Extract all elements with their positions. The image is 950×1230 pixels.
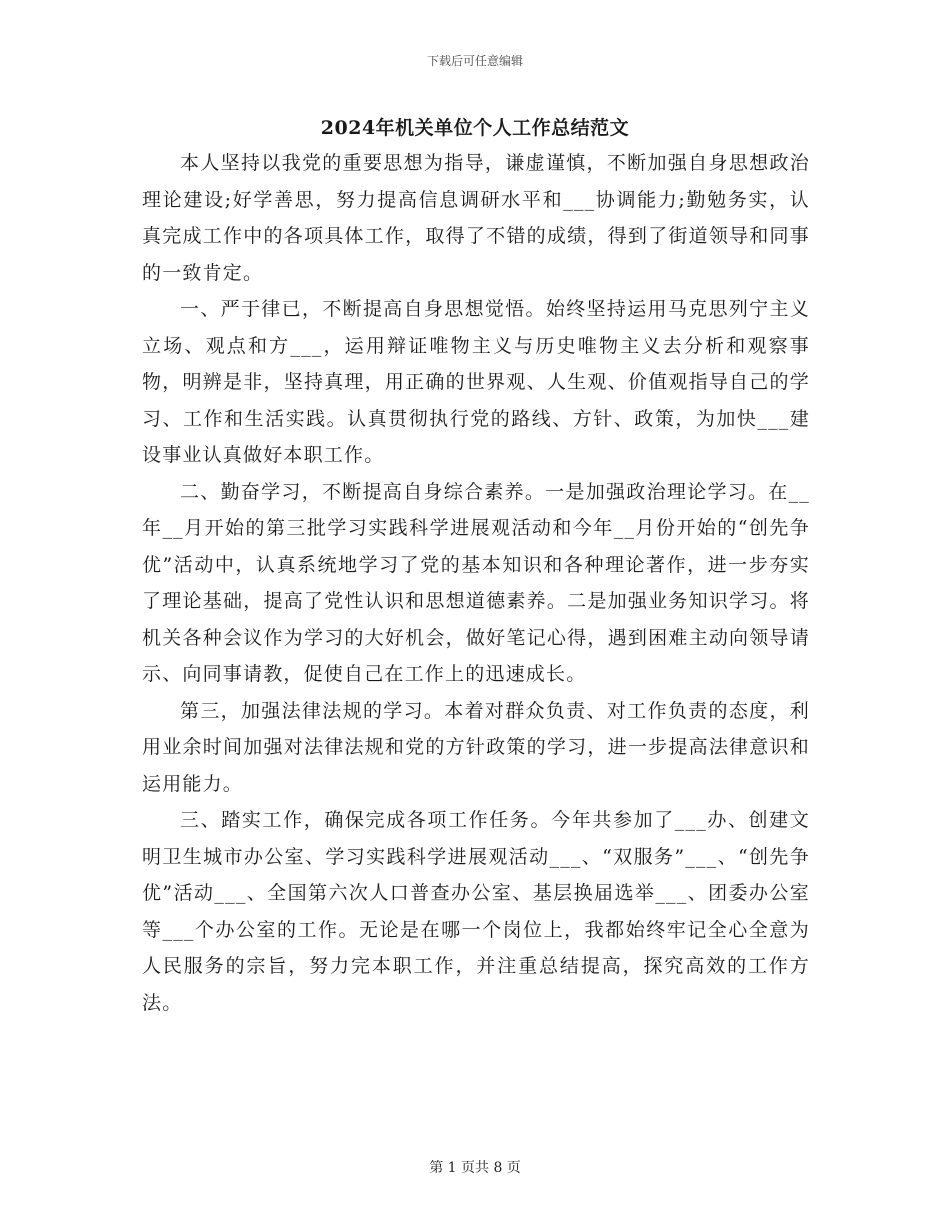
document-body	[142, 145, 810, 1021]
paragraph-section-1: 一、严于律已，不断提高自身思想觉悟。始终坚持运用马克思列宁主义立场、观点和方___，运用辩证唯物主义与历史唯物主义去分析和观察事物，明辨是非，坚持真理，用正确的世界观、人生观、价值观指导自己的学习、工作和生活实践。认真贯彻执行党的路线、方针、政策，为加快___建设事业认真做好本职工作。	[142, 298, 810, 466]
paragraph-intro: 本人坚持以我党的重要思想为指导，谦虚谨慎，不断加强自身思想政治理论建设;好学善思，努力提高信息调研水平和___协调能力;勤勉务实，认真完成工作中的各项具体工作，取得了不错的成绩，得到了街道领导和同事的一致肯定。	[142, 152, 810, 284]
page-number: 第 1 页共 8 页	[429, 1160, 521, 1176]
paragraph-section-3: 三、踏实工作，确保完成各项工作任务。今年共参加了___办、创建文明卫生城市办公室、学习实践科学进展观活动___、“双服务”___、“创先争优”活动___、全国第六次人口普查办公室、基层换届选举___、团委办公室等___个办公室的工作。无论是在哪一个岗位上，我都始终牢记全心全意为人民服务的宗旨，努力完本职工作，并注重总结提高，探究高效的工作方法。	[142, 809, 810, 1014]
header-note: 下载后可任意编辑	[426, 54, 523, 68]
paragraph-section-2: 二、勤奋学习，不断提高自身综合素养。一是加强政治理论学习。在__年__月开始的第三批学习实践科学进展观活动和今年__月份开始的“创先争优”活动中，认真系统地学习了党的基本知识和各种理论著作，进一步夯实了理论基础，提高了党性认识和思想道德素养。二是加强业务知识学习。将机关各种会议作为学习的大好机会，做好笔记心得，遇到困难主动向领导请示、向同事请教，促使自己在工作上的迅速成长。	[142, 480, 810, 685]
document-title: 2024年机关单位个人工作总结范文	[320, 117, 630, 139]
paragraph-law-study: 第三，加强法律法规的学习。本着对群众负责、对工作负责的态度，利用业余时间加强对法律法规和党的方针政策的学习，进一步提高法律意识和运用能力。	[142, 699, 810, 795]
